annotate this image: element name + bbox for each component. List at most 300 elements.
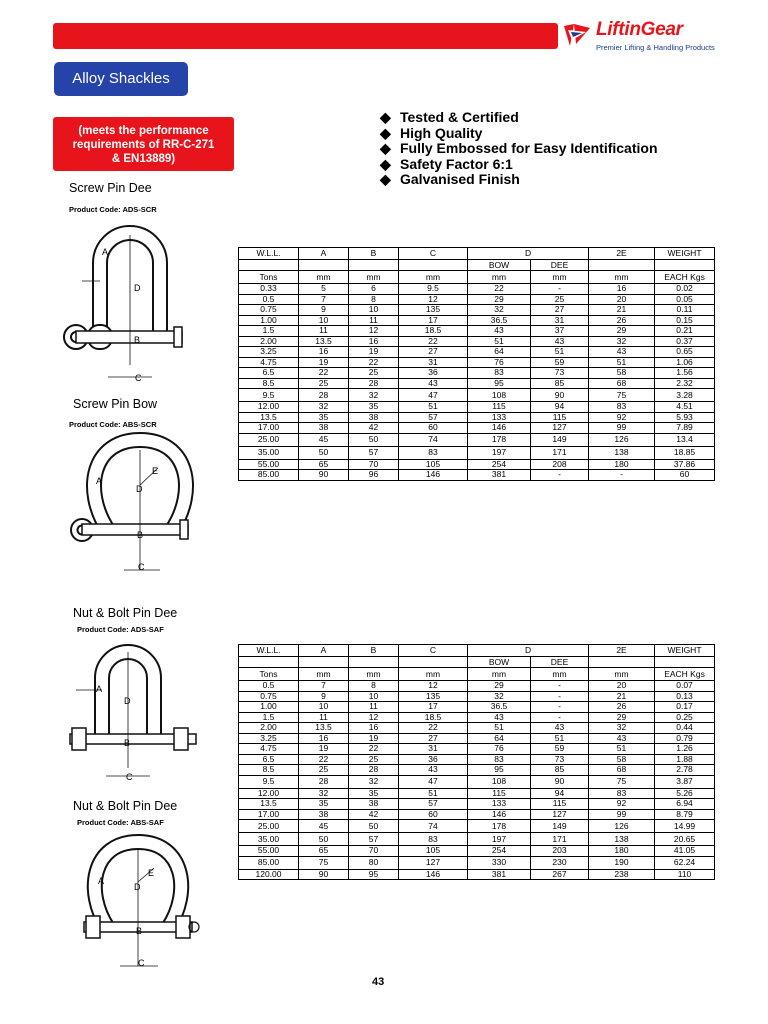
header-c: C <box>399 645 468 657</box>
table-cell: 99 <box>589 809 655 820</box>
table-cell: - <box>531 702 589 713</box>
table-cell: 10 <box>349 305 399 316</box>
header-b: B <box>349 248 399 260</box>
table-cell: 0.05 <box>655 294 715 305</box>
table-cell: 115 <box>468 788 531 799</box>
page-number: 43 <box>372 976 385 988</box>
table-cell: 3.28 <box>655 389 715 402</box>
table-cell: 51 <box>531 347 589 358</box>
table-cell: 267 <box>531 869 589 880</box>
table-cell: 19 <box>349 347 399 358</box>
table-cell: 21 <box>589 691 655 702</box>
table-row <box>239 305 715 316</box>
table-cell: 9.5 <box>399 284 468 295</box>
table-cell: 190 <box>589 856 655 869</box>
table-cell: 60 <box>399 809 468 820</box>
table-cell: 1.5 <box>239 712 299 723</box>
unit-mm: mm <box>399 668 468 681</box>
diagram-label-d: D <box>134 882 141 892</box>
table-cell: 133 <box>468 412 531 423</box>
table-cell: 75 <box>589 775 655 788</box>
table-cell: 51 <box>468 336 531 347</box>
table-row <box>239 326 715 337</box>
table-cell: 95 <box>349 869 399 880</box>
table-cell: 12 <box>399 294 468 305</box>
table-row <box>239 294 715 305</box>
table-cell: 38 <box>299 423 349 434</box>
unit-tons: Tons <box>239 668 299 681</box>
diamond-bullet-icon: ◆ <box>380 171 391 187</box>
table-cell: 32 <box>589 723 655 734</box>
table-cell: 5 <box>299 284 349 295</box>
table-cell: 6.94 <box>655 799 715 810</box>
table-cell: 85 <box>531 765 589 776</box>
table-cell: 6.5 <box>239 368 299 379</box>
table-cell: 4.51 <box>655 402 715 413</box>
product-code: Product Code: ABS-SCR <box>69 420 157 429</box>
table-cell: 105 <box>399 846 468 857</box>
table-cell: 25.00 <box>239 820 299 833</box>
table-cell: 381 <box>468 869 531 880</box>
table-row <box>239 315 715 326</box>
table-cell: 74 <box>399 433 468 446</box>
table-cell: 73 <box>531 368 589 379</box>
table-cell: 32 <box>468 691 531 702</box>
table-cell: 57 <box>399 412 468 423</box>
table-cell: 16 <box>349 336 399 347</box>
table-cell: 21 <box>589 305 655 316</box>
diagram-label-d: D <box>124 696 131 706</box>
table-row <box>239 691 715 702</box>
table-cell: 60 <box>655 470 715 481</box>
table-cell: 43 <box>468 712 531 723</box>
table-cell: 35.00 <box>239 833 299 846</box>
table-cell: 80 <box>349 856 399 869</box>
table-cell: 43 <box>531 336 589 347</box>
table-cell: 75 <box>589 389 655 402</box>
diagram-label-d: D <box>134 283 141 293</box>
table-cell: 254 <box>468 459 531 470</box>
table-cell: 1.26 <box>655 744 715 755</box>
table-cell: 50 <box>349 820 399 833</box>
table-cell: 85 <box>531 378 589 389</box>
table-cell: 3.87 <box>655 775 715 788</box>
header-a: A <box>299 248 349 260</box>
table-cell: 51 <box>399 402 468 413</box>
table-cell: 108 <box>468 389 531 402</box>
table-cell: 27 <box>399 347 468 358</box>
table-cell: 7 <box>299 681 349 692</box>
header-bow: BOW <box>468 657 531 668</box>
table-row <box>239 446 715 459</box>
table-cell: 10 <box>299 315 349 326</box>
table-cell: 13.5 <box>239 412 299 423</box>
table-cell: 28 <box>299 775 349 788</box>
table-cell: 57 <box>349 446 399 459</box>
table-cell: 1.00 <box>239 702 299 713</box>
header-dee: DEE <box>531 260 589 271</box>
diagram-label-d: D <box>136 484 143 494</box>
table-cell: 12 <box>349 326 399 337</box>
table-cell: 35 <box>349 788 399 799</box>
table-cell: 133 <box>468 799 531 810</box>
diagram-label-c: C <box>126 772 133 782</box>
table-cell: 28 <box>299 389 349 402</box>
table-cell: 22 <box>349 357 399 368</box>
table-cell: 70 <box>349 846 399 857</box>
table-cell: 2.00 <box>239 336 299 347</box>
table-cell: 41.05 <box>655 846 715 857</box>
header-a: A <box>299 645 349 657</box>
diagram-label-a: A <box>102 247 109 257</box>
table-cell: 35 <box>299 412 349 423</box>
table-row <box>239 347 715 358</box>
table-cell: 230 <box>531 856 589 869</box>
table-cell: 13.4 <box>655 433 715 446</box>
table-cell: 90 <box>299 470 349 481</box>
table-row <box>239 357 715 368</box>
table-row <box>239 459 715 470</box>
table-cell: 22 <box>349 744 399 755</box>
table-row <box>239 775 715 788</box>
table-cell: 35.00 <box>239 446 299 459</box>
table-cell: 60 <box>399 423 468 434</box>
table-cell: 42 <box>349 423 399 434</box>
table-cell: 1.5 <box>239 326 299 337</box>
table-cell: 146 <box>468 809 531 820</box>
table-cell: - <box>531 712 589 723</box>
table-units-row <box>239 271 715 284</box>
table-cell: 70 <box>349 459 399 470</box>
table-cell: 0.25 <box>655 712 715 723</box>
table-cell: 51 <box>468 723 531 734</box>
table-cell: 32 <box>589 336 655 347</box>
table-cell: 197 <box>468 446 531 459</box>
diagram-label-e: E <box>148 868 155 878</box>
table-cell: 75 <box>299 856 349 869</box>
table-cell: 27 <box>531 305 589 316</box>
table-cell: 59 <box>531 357 589 368</box>
table-cell: 32 <box>349 389 399 402</box>
table-cell: 92 <box>589 799 655 810</box>
table-cell: 149 <box>531 820 589 833</box>
table-cell: 0.37 <box>655 336 715 347</box>
table-cell: - <box>531 470 589 481</box>
table-row <box>239 712 715 723</box>
table-cell: 10 <box>299 702 349 713</box>
table-cell: 45 <box>299 820 349 833</box>
table-cell: 50 <box>299 446 349 459</box>
table-cell: 16 <box>299 347 349 358</box>
diamond-bullet-icon: ◆ <box>380 109 391 125</box>
table-cell: 12 <box>349 712 399 723</box>
table-cell: 18.5 <box>399 712 468 723</box>
unit-mm: mm <box>349 668 399 681</box>
table-cell: 16 <box>589 284 655 295</box>
table-cell: 25 <box>349 368 399 379</box>
screw-pin-spec-table <box>238 247 715 481</box>
table-cell: 90 <box>531 389 589 402</box>
table-cell: 11 <box>299 326 349 337</box>
unit-mm: mm <box>589 271 655 284</box>
header-2e: 2E <box>589 645 655 657</box>
table-cell: 138 <box>589 833 655 846</box>
table-cell: 22 <box>299 368 349 379</box>
unit-tons: Tons <box>239 271 299 284</box>
header-dee: DEE <box>531 657 589 668</box>
table-cell: 9.5 <box>239 775 299 788</box>
table-cell: 25.00 <box>239 433 299 446</box>
table-cell: 14.99 <box>655 820 715 833</box>
table-cell: 95 <box>468 765 531 776</box>
table-cell: 76 <box>468 357 531 368</box>
table-cell: - <box>531 284 589 295</box>
diamond-bullet-icon: ◆ <box>380 140 391 156</box>
table-cell: 0.02 <box>655 284 715 295</box>
table-cell: 83 <box>399 833 468 846</box>
diagram-label-e: E <box>152 466 159 476</box>
table-cell: - <box>589 470 655 481</box>
table-cell: 149 <box>531 433 589 446</box>
table-cell: 35 <box>349 402 399 413</box>
table-cell: 29 <box>468 681 531 692</box>
table-cell: 12.00 <box>239 788 299 799</box>
table-cell: 0.75 <box>239 305 299 316</box>
table-cell: 95 <box>468 378 531 389</box>
diagram-label-b: B <box>134 335 141 345</box>
header-weight: WEIGHT <box>655 645 715 657</box>
header-wll: W.L.L. <box>239 645 299 657</box>
table-cell: 36 <box>399 368 468 379</box>
table-cell: 62.24 <box>655 856 715 869</box>
table-cell: 47 <box>399 389 468 402</box>
table-row <box>239 869 715 880</box>
table-cell: 58 <box>589 754 655 765</box>
table-cell: 20 <box>589 294 655 305</box>
table-cell: 135 <box>399 691 468 702</box>
table-cell: 43 <box>589 347 655 358</box>
diagram-label-a: A <box>96 684 103 694</box>
table-cell: - <box>531 691 589 702</box>
table-cell: 3.25 <box>239 733 299 744</box>
table-row <box>239 856 715 869</box>
table-cell: 26 <box>589 702 655 713</box>
header-2e: 2E <box>589 248 655 260</box>
table-cell: 9 <box>299 691 349 702</box>
table-cell: 43 <box>531 723 589 734</box>
table-cell: 2.00 <box>239 723 299 734</box>
table-cell: 47 <box>399 775 468 788</box>
header-red-bar <box>53 23 558 49</box>
table-cell: 11 <box>299 712 349 723</box>
feature-item: ◆ Safety Factor 6:1 <box>380 155 513 172</box>
table-cell: 55.00 <box>239 459 299 470</box>
unit-mm: mm <box>531 271 589 284</box>
table-row <box>239 754 715 765</box>
feature-item: ◆ Galvanised Finish <box>380 171 520 187</box>
table-cell: 8 <box>349 681 399 692</box>
table-row <box>239 284 715 295</box>
unit-mm: mm <box>468 271 531 284</box>
table-cell: 27 <box>399 733 468 744</box>
nut-bolt-spec-table <box>238 644 715 880</box>
table-cell: 25 <box>299 765 349 776</box>
table-cell: 1.06 <box>655 357 715 368</box>
table-cell: 83 <box>399 446 468 459</box>
table-cell: 3.25 <box>239 347 299 358</box>
table-cell: 28 <box>349 378 399 389</box>
feature-item: ◆ Fully Embossed for Easy Identification <box>380 140 658 156</box>
header-bow: BOW <box>468 260 531 271</box>
table-cell: 19 <box>349 733 399 744</box>
table-cell: 178 <box>468 433 531 446</box>
table-cell: 16 <box>349 723 399 734</box>
table-cell: 43 <box>589 733 655 744</box>
table-cell: 0.75 <box>239 691 299 702</box>
table-cell: 8.79 <box>655 809 715 820</box>
table-cell: 35 <box>299 799 349 810</box>
table-cell: 0.11 <box>655 305 715 316</box>
table-cell: 92 <box>589 412 655 423</box>
section-title: Screw Pin Bow <box>73 397 158 411</box>
table-cell: 1.88 <box>655 754 715 765</box>
table-cell: 73 <box>531 754 589 765</box>
table-cell: 330 <box>468 856 531 869</box>
table-row <box>239 788 715 799</box>
unit-mm: mm <box>531 668 589 681</box>
table-cell: 43 <box>399 765 468 776</box>
table-cell: 105 <box>399 459 468 470</box>
header-wll: W.L.L. <box>239 248 299 260</box>
table-cell: 28 <box>349 765 399 776</box>
table-cell: 94 <box>531 402 589 413</box>
table-cell: 90 <box>531 775 589 788</box>
table-cell: 57 <box>399 799 468 810</box>
table-cell: 29 <box>468 294 531 305</box>
table-cell: - <box>531 681 589 692</box>
table-cell: 0.44 <box>655 723 715 734</box>
table-cell: 0.17 <box>655 702 715 713</box>
table-cell: 32 <box>299 788 349 799</box>
diagram-label-a: A <box>98 876 105 886</box>
product-code: Product Code: ABS-SAF <box>77 818 164 827</box>
table-row <box>239 389 715 402</box>
table-cell: 7.89 <box>655 423 715 434</box>
table-header-row <box>239 645 715 657</box>
table-body <box>239 681 715 880</box>
product-code: Product Code: ADS-SCR <box>69 205 157 214</box>
table-cell: 238 <box>589 869 655 880</box>
section-title: Nut & Bolt Pin Dee <box>73 606 178 620</box>
nut-bolt-pin-dee-diagram <box>62 638 212 788</box>
table-cell: 22 <box>468 284 531 295</box>
table-cell: 2.78 <box>655 765 715 776</box>
table-cell: 65 <box>299 459 349 470</box>
table-cell: 18.85 <box>655 446 715 459</box>
unit-mm: mm <box>468 668 531 681</box>
table-cell: 108 <box>468 775 531 788</box>
table-cell: 197 <box>468 833 531 846</box>
table-cell: 126 <box>589 433 655 446</box>
diagram-label-c: C <box>138 562 145 572</box>
table-cell: 50 <box>299 833 349 846</box>
table-cell: 10 <box>349 691 399 702</box>
section-title: Nut & Bolt Pin Dee <box>73 799 178 813</box>
table-cell: 9.5 <box>239 389 299 402</box>
table-cell: 68 <box>589 765 655 776</box>
table-cell: 146 <box>399 470 468 481</box>
table-cell: 31 <box>531 315 589 326</box>
table-cell: 58 <box>589 368 655 379</box>
table-cell: 180 <box>589 846 655 857</box>
table-cell: 51 <box>531 733 589 744</box>
brand-tagline: Premier Lifting & Handling Products <box>596 43 715 52</box>
table-cell: 83 <box>468 754 531 765</box>
header-d: D <box>468 248 589 260</box>
table-cell: 68 <box>589 378 655 389</box>
table-cell: 4.75 <box>239 357 299 368</box>
table-cell: 0.33 <box>239 284 299 295</box>
table-cell: 17.00 <box>239 423 299 434</box>
table-row <box>239 378 715 389</box>
table-cell: 5.26 <box>655 788 715 799</box>
table-row <box>239 336 715 347</box>
table-cell: 4.75 <box>239 744 299 755</box>
table-row <box>239 402 715 413</box>
table-cell: 0.5 <box>239 681 299 692</box>
table-cell: 0.07 <box>655 681 715 692</box>
table-cell: 0.15 <box>655 315 715 326</box>
table-cell: 13.5 <box>299 723 349 734</box>
header-c: C <box>399 248 468 260</box>
table-cell: 65 <box>299 846 349 857</box>
section-title: Screw Pin Dee <box>69 181 152 195</box>
table-cell: 12 <box>399 681 468 692</box>
table-cell: 26 <box>589 315 655 326</box>
table-cell: 0.21 <box>655 326 715 337</box>
table-row <box>239 723 715 734</box>
requirements-line: & EN13889) <box>111 153 176 165</box>
table-cell: 12.00 <box>239 402 299 413</box>
table-cell: 180 <box>589 459 655 470</box>
table-cell: 32 <box>468 305 531 316</box>
table-cell: 381 <box>468 470 531 481</box>
product-code: Product Code: ADS-SAF <box>77 625 164 634</box>
table-cell: 45 <box>299 433 349 446</box>
table-cell: 20 <box>589 681 655 692</box>
table-cell: 83 <box>589 402 655 413</box>
requirements-box <box>53 117 234 171</box>
unit-mm: mm <box>299 271 349 284</box>
table-cell: 127 <box>531 423 589 434</box>
table-row <box>239 833 715 846</box>
brand-logo <box>562 18 762 58</box>
table-cell: 17 <box>399 702 468 713</box>
unit-mm: mm <box>349 271 399 284</box>
table-cell: 11 <box>349 315 399 326</box>
table-cell: 19 <box>299 744 349 755</box>
nut-bolt-pin-bow-diagram <box>62 832 212 977</box>
table-cell: 5.93 <box>655 412 715 423</box>
table-units-row <box>239 668 715 681</box>
table-cell: 146 <box>399 869 468 880</box>
table-cell: 76 <box>468 744 531 755</box>
table-cell: 22 <box>399 336 468 347</box>
table-cell: 7 <box>299 294 349 305</box>
header-d: D <box>468 645 589 657</box>
table-cell: 171 <box>531 833 589 846</box>
table-cell: 64 <box>468 733 531 744</box>
